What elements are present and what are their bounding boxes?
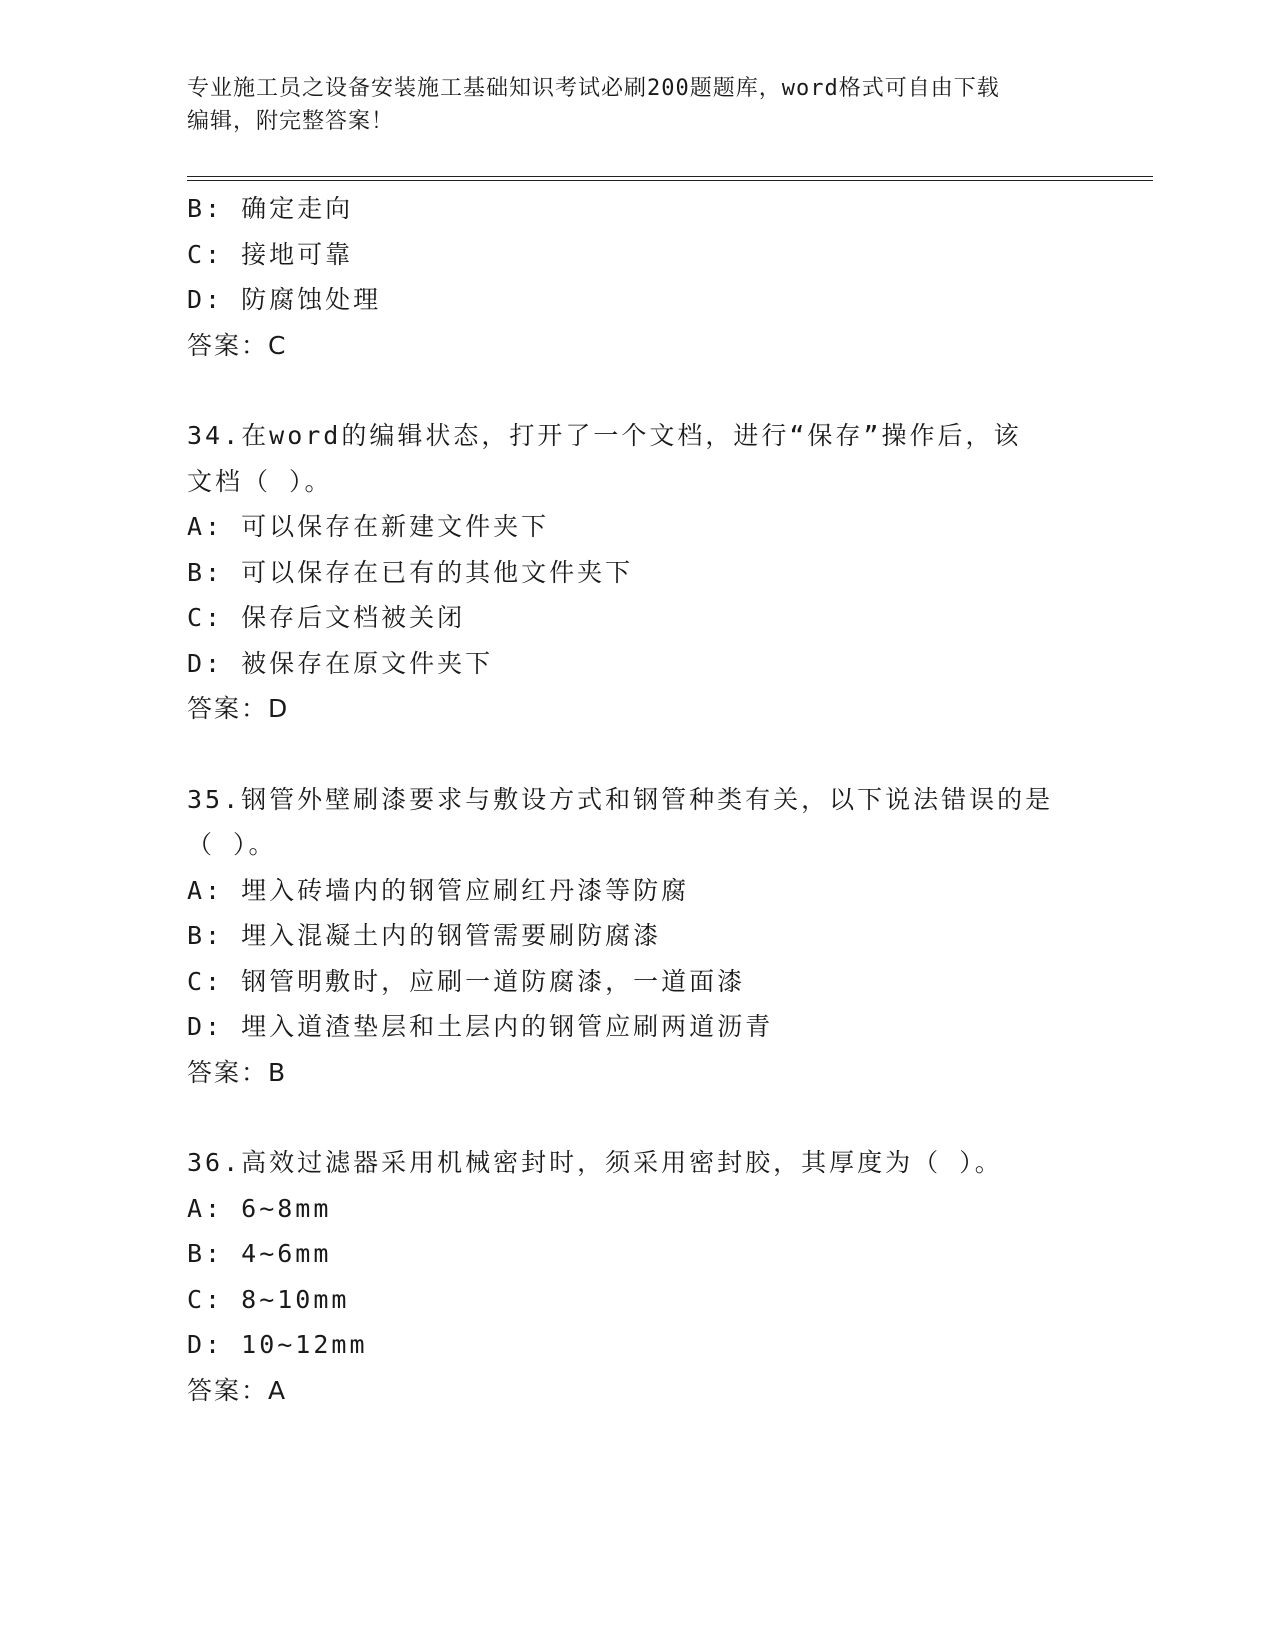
option-b: B: 4~6mm	[187, 1239, 332, 1268]
option-a: A: 可以保存在新建文件夹下	[187, 512, 550, 541]
document-header	[187, 72, 1067, 138]
question-stem: 34.在word的编辑状态，打开了一个文档，进行“保存”操作后，该	[187, 421, 1022, 450]
question-stem: 35.钢管外壁刷漆要求与敷设方式和钢管种类有关，以下说法错误的是	[187, 784, 1054, 814]
header-title-line-2: 编辑，附完整答案！	[187, 109, 395, 134]
option-c: C: 接地可靠	[187, 239, 354, 269]
option-c: C: 保存后文档被关闭	[187, 603, 466, 632]
header-divider-bottom	[187, 180, 1153, 181]
option-b: B: 埋入混凝土内的钢管需要刷防腐漆	[187, 921, 662, 950]
option-a: A: 埋入砖墙内的钢管应刷红丹漆等防腐	[187, 875, 690, 905]
question-34	[187, 413, 1087, 732]
option-c: C: 钢管明敷时，应刷一道防腐漆，一道面漆	[187, 966, 746, 996]
option-d: D: 埋入道渣垫层和土层内的钢管应刷两道沥青	[187, 1012, 774, 1041]
answer-line: 答案：A	[187, 1375, 288, 1405]
question-stem-continued: 文档（ ）。	[187, 466, 333, 496]
option-d: D: 防腐蚀处理	[187, 285, 382, 314]
option-d: D: 10~12mm	[187, 1330, 368, 1359]
option-b: B: 可以保存在已有的其他文件夹下	[187, 557, 634, 587]
answer-line: 答案：C	[187, 330, 288, 360]
answer-line: 答案：D	[187, 694, 290, 723]
answer-line: 答案：B	[187, 1057, 288, 1087]
option-d: D: 被保存在原文件夹下	[187, 648, 494, 678]
option-c: C: 8~10mm	[187, 1284, 350, 1314]
question-33-continued	[187, 186, 1087, 368]
question-stem-continued: （ ）。	[187, 830, 277, 859]
header-title-line-1: 专业施工员之设备安装施工基础知识考试必刷200题题库，word格式可自由下载	[187, 76, 1000, 101]
header-divider-top	[187, 176, 1153, 177]
question-35	[187, 777, 1087, 1096]
question-stem: 36.高效过滤器采用机械密封时，须采用密封胶，其厚度为（ ）。	[187, 1148, 1003, 1177]
question-content	[187, 186, 1087, 1413]
option-b: B: 确定走向	[187, 194, 354, 223]
question-36	[187, 1140, 1087, 1413]
option-a: A: 6~8mm	[187, 1193, 332, 1223]
